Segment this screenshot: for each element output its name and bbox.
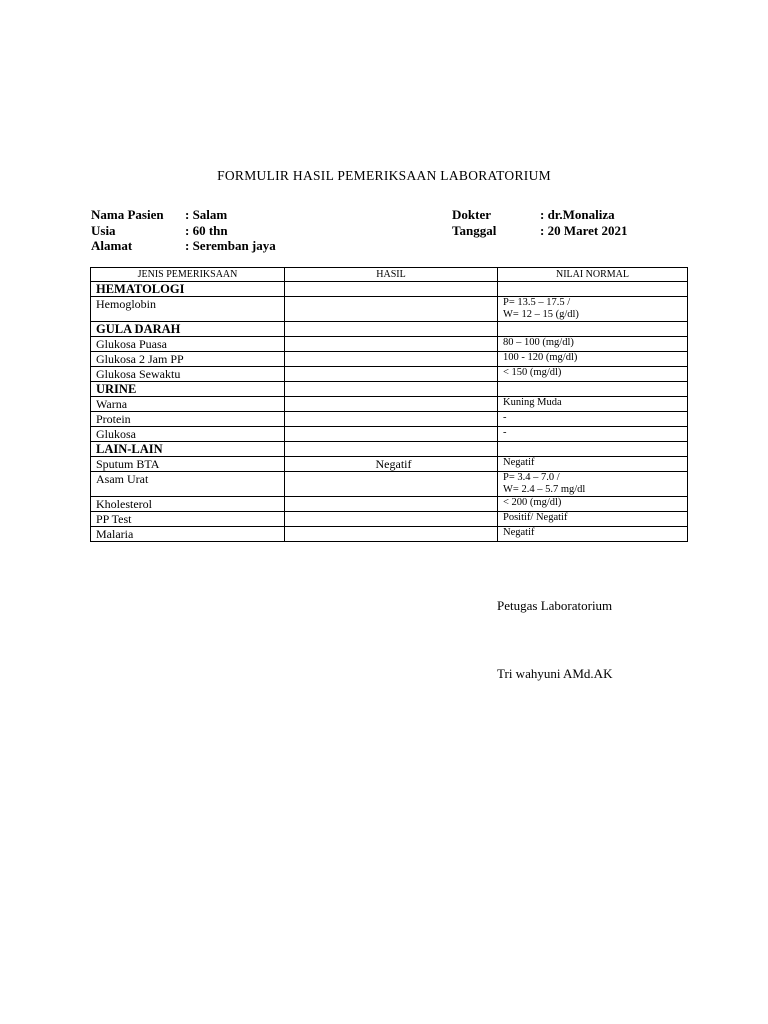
result-value — [285, 367, 498, 382]
info-value: : dr.Monaliza — [540, 207, 615, 222]
patient-name-row — [91, 207, 276, 223]
exam-name: Warna — [91, 397, 285, 412]
info-label: Nama Pasien — [91, 207, 164, 222]
normal-value — [498, 512, 688, 527]
exam-name: Kholesterol — [91, 497, 285, 512]
result-value — [285, 527, 498, 542]
exam-name: Sputum BTA — [91, 457, 285, 472]
result-value — [285, 497, 498, 512]
table-row — [91, 527, 688, 542]
exam-name: Glukosa 2 Jam PP — [91, 352, 285, 367]
section-row — [91, 322, 688, 337]
signature-name: Tri wahyuni AMd.AK — [497, 666, 613, 681]
section-name: LAIN-LAIN — [91, 442, 285, 457]
patient-address-row — [91, 238, 276, 254]
page-title: FORMULIR HASIL PEMERIKSAAN LABORATORIUM — [217, 168, 551, 183]
normal-value-line: < 200 (mg/dl) — [503, 497, 562, 508]
exam-name: Hemoglobin — [91, 297, 285, 322]
header-nilai-normal: NILAI NORMAL — [498, 268, 688, 282]
result-value — [285, 382, 498, 397]
info-label: Dokter — [452, 207, 491, 222]
section-row — [91, 442, 688, 457]
normal-value-line: 100 - 120 (mg/dl) — [503, 352, 578, 363]
normal-value — [498, 412, 688, 427]
info-label: Alamat — [91, 238, 133, 253]
info-label: Usia — [91, 222, 116, 238]
table-row — [91, 337, 688, 352]
normal-value — [498, 282, 688, 297]
exam-name: PP Test — [91, 512, 285, 527]
section-name: URINE — [91, 382, 285, 397]
header-hasil: HASIL — [285, 268, 498, 282]
info-value: : 20 Maret 2021 — [540, 222, 628, 238]
lab-results-table — [90, 267, 688, 542]
normal-value — [498, 427, 688, 442]
section-name: GULA DARAH — [91, 322, 285, 337]
normal-value-line: - — [503, 427, 507, 438]
normal-value-line: Positif/ Negatif — [503, 512, 568, 523]
result-value — [285, 412, 498, 427]
section-name: HEMATOLOGI — [91, 282, 285, 297]
exam-name: Asam Urat — [91, 472, 285, 497]
table-row — [91, 427, 688, 442]
result-value — [285, 337, 498, 352]
result-value — [285, 427, 498, 442]
table-row — [91, 472, 688, 497]
signature-role: Petugas Laboratorium — [497, 598, 613, 613]
normal-value-line: - — [503, 412, 507, 423]
normal-value — [498, 497, 688, 512]
normal-value — [498, 297, 688, 322]
normal-value — [498, 472, 688, 497]
table-body — [91, 282, 688, 542]
section-row — [91, 382, 688, 397]
section-row — [91, 282, 688, 297]
normal-value — [498, 322, 688, 337]
info-value: : Salam — [185, 207, 228, 222]
info-label: Tanggal — [452, 222, 497, 238]
normal-value — [498, 527, 688, 542]
result-value — [285, 512, 498, 527]
patient-info-left — [91, 207, 276, 254]
normal-value-line: P= 3.4 – 7.0 / — [503, 472, 560, 483]
result-value — [285, 282, 498, 297]
table-row — [91, 412, 688, 427]
patient-age-row — [91, 223, 276, 239]
result-value — [285, 472, 498, 497]
result-value: Negatif — [285, 457, 498, 472]
info-value: : Seremban jaya — [185, 238, 276, 253]
normal-value-line: P= 13.5 – 17.5 / — [503, 297, 571, 308]
normal-value — [498, 457, 688, 472]
normal-value — [498, 367, 688, 382]
result-value — [285, 352, 498, 367]
result-value — [285, 397, 498, 412]
normal-value-line: W= 12 – 15 (g/dl) — [503, 309, 579, 320]
exam-name: Protein — [91, 412, 285, 427]
date-row — [452, 223, 627, 239]
normal-value-line: W= 2.4 – 5.7 mg/dl — [503, 484, 586, 495]
exam-name: Glukosa Sewaktu — [91, 367, 285, 382]
table-header-row — [91, 268, 688, 282]
exam-name: Glukosa — [91, 427, 285, 442]
normal-value — [498, 382, 688, 397]
normal-value-line: < 150 (mg/dl) — [503, 367, 562, 378]
info-value: : 60 thn — [185, 222, 228, 238]
result-value — [285, 442, 498, 457]
normal-value — [498, 337, 688, 352]
header-jenis: JENIS PEMERIKSAAN — [91, 268, 285, 282]
table-row — [91, 397, 688, 412]
table-row — [91, 367, 688, 382]
table-row — [91, 352, 688, 367]
normal-value — [498, 397, 688, 412]
exam-name: Malaria — [91, 527, 285, 542]
patient-info-right — [452, 207, 627, 238]
normal-value-line: Kuning Muda — [503, 397, 562, 408]
result-value — [285, 297, 498, 322]
doctor-row — [452, 207, 627, 223]
normal-value-line: 80 – 100 (mg/dl) — [503, 337, 574, 348]
normal-value-line: Negatif — [503, 527, 535, 538]
table-row — [91, 457, 688, 472]
normal-value — [498, 442, 688, 457]
result-value — [285, 322, 498, 337]
table-row — [91, 497, 688, 512]
exam-name: Glukosa Puasa — [91, 337, 285, 352]
normal-value-line: Negatif — [503, 457, 535, 468]
table-row — [91, 297, 688, 322]
normal-value — [498, 352, 688, 367]
table-row — [91, 512, 688, 527]
